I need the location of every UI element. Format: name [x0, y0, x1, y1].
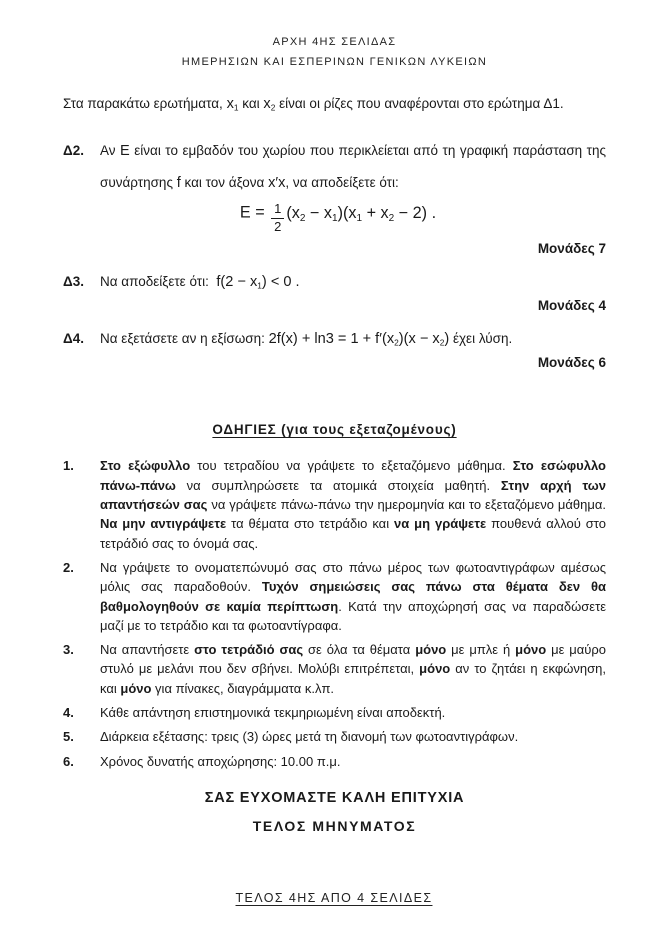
intro-paragraph: Στα παρακάτω ερωτήματα, $x_1$ και $x_2$ είναι οι ρίζες που αναφέρονται στο ερώτημα Δ1. — [63, 96, 564, 113]
question-d3 — [63, 272, 606, 313]
instruction-item-1 — [63, 456, 606, 552]
item-text: Διάρκεια εξέτασης: τρεις (3) ώρες μετά τη διανομή των φωτοαντιγράφων. — [100, 729, 519, 745]
instructions-section — [63, 422, 606, 770]
header-line-2: ΗΜΕΡΗΣΙΩΝ ΚΑΙ ΕΣΠΕΡΙΝΩΝ ΓΕΝΙΚΩΝ ΛΥΚΕΙΩΝ — [181, 56, 488, 68]
question-d3-label: Δ3. — [63, 273, 84, 289]
item-text: Να απαντήσετε στο τετράδιό σας σε όλα τα θέματα μόνο με μπλε ή μόνο με μαύρο στυλό με μελάνι που δεν σβήνει. Μολύβι επιτρέπεται, μόνο αν το ζητάει η εκφώνηση, και μόνο για πίνακες, διαγράμματα κ.λπ. — [100, 642, 607, 696]
question-d4-label: Δ4. — [63, 331, 84, 347]
instructions-list — [63, 456, 606, 770]
page-footer — [0, 891, 668, 905]
question-d4 — [63, 329, 606, 370]
item-number: 5. — [63, 729, 74, 745]
question-d3-text: Να αποδείξετε ότι: $f(2 - x_1) < 0$ . — [100, 273, 300, 291]
header-line-1: ΑΡΧΗ 4ΗΣ ΣΕΛΙΔΑΣ — [272, 36, 397, 48]
page-footer-text: ΤΕΛΟΣ 4ΗΣ ΑΠΟ 4 ΣΕΛΙΔΕΣ — [235, 891, 433, 905]
item-text: Να γράψετε το ονοματεπώνυμό σας στο πάνω μέρος των φωτοαντιγράφων αμέσως μόλις σας παραδοθούν. Τυχόν σημειώσεις σας πάνω στα θέματα δεν θα βαθμολογηθούν σε καμία περίπτωση. Κατά την αποχώρησή σας να παραδώσετε μαζί με το τετράδιο και τα φωτοαντίγραφα. — [100, 559, 606, 633]
item-number: 6. — [63, 753, 74, 769]
question-d3-points: Μονάδες 4 — [537, 298, 606, 314]
end-of-message-line: ΤΕΛΟΣ ΜΗΝΥΜΑΤΟΣ — [252, 817, 417, 834]
instruction-item-4 — [63, 703, 606, 722]
instruction-item-5 — [63, 727, 606, 746]
instruction-item-6 — [63, 752, 606, 771]
good-luck-line: ΣΑΣ ΕΥΧΟΜΑΣΤΕ ΚΑΛΗ ΕΠΙΤΥΧΙΑ — [204, 789, 465, 806]
question-d4-text: Να εξετάσετε αν η εξίσωση: $2f(x) + \ln 3 = 1 + f'(x_2)(x - x_2)$ έχει λύση. — [100, 331, 513, 348]
question-d3-body — [100, 272, 606, 313]
instruction-item-3 — [63, 640, 606, 698]
item-number: 4. — [63, 705, 74, 721]
item-text: Στο εξώφυλλο του τετραδίου να γράψετε το εξεταζόμενο μάθημα. Στο εσώφυλλο πάνω-πάνω να συμπληρώσετε τα ατομικά στοιχεία μαθητή. Στην αρχή των απαντήσεών σας να γράψετε πάνω-πάνω την ημερομηνία και το εξεταζόμενο μάθημα. Να μην αντιγράψετε τα θέματα στο τετράδιο και να μη γράψετε πουθενά αλλού στο τετράδιό σας το όνομά σας. — [100, 458, 607, 551]
question-d2-formula — [100, 201, 576, 235]
question-d2-body — [100, 135, 606, 256]
question-d4-points: Μονάδες 6 — [537, 355, 606, 371]
fraction-denominator: 2 — [274, 218, 282, 234]
item-number: 1. — [63, 458, 74, 474]
question-d4-body — [100, 329, 606, 370]
instructions-title: ΟΔΗΓΙΕΣ (για τους εξεταζομένους) — [212, 422, 457, 438]
formula-tail: $(x_2 - x_1)(x_1 + x_2 - 2)$ . — [286, 203, 437, 224]
formula-lead: E = — [239, 203, 270, 222]
fraction-numerator: 1 — [271, 201, 284, 218]
page-header — [63, 32, 606, 72]
item-number: 2. — [63, 559, 74, 575]
question-d2-label: Δ2. — [63, 143, 84, 159]
item-text: Κάθε απάντηση επιστημονικά τεκμηριωμένη είναι αποδεκτή. — [100, 705, 446, 721]
question-d2 — [63, 135, 606, 256]
question-d2-text: Αν Ε είναι το εμβαδόν του χωρίου που περικλείεται από τη γραφική παράσταση της συνάρτησης f και τον άξονα x′x, να αποδείξετε ότι: — [100, 143, 606, 192]
item-text: Χρόνος δυνατής αποχώρησης: 10.00 π.μ. — [100, 753, 341, 769]
question-d2-points: Μονάδες 7 — [537, 240, 606, 256]
fraction — [271, 201, 284, 235]
instruction-item-2 — [63, 558, 606, 635]
item-number: 3. — [63, 642, 74, 658]
